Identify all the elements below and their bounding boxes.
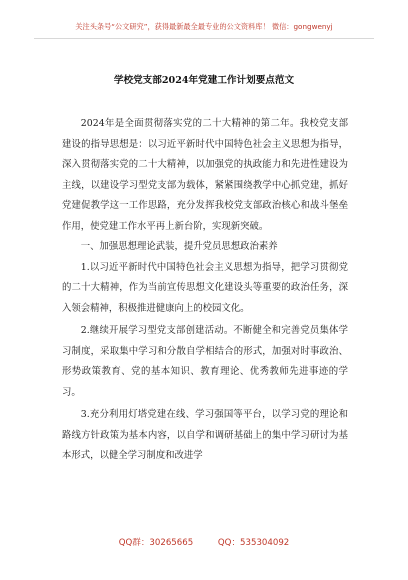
document-title: 学校党支部2024年党建工作计划要点范文 <box>113 75 295 86</box>
body-paragraph: 2.继续开展学习型党支部创建活动。不断健全和完善党员集体学习制度，采取集中学习和分散自学相结合的形式，加强对时事政治、形势政策教育、党的基本知识、教育理论、优秀教师先进事迹的学习。 <box>62 325 348 398</box>
footer-qq: QQ：535304092 <box>217 538 290 548</box>
header-notice: 关注头条号“公文研究”，获得最新最全最专业的公文资料库！ 微信：gongwenyj <box>75 22 333 31</box>
document-body <box>62 114 348 467</box>
body-paragraph: 3.充分利用灯塔党建在线、学习强国等平台，以学习党的理论和路线方针政策为基本内容，以自学和调研基础上的集中学习研讨为基本形式，以健全学习制度和改进学 <box>62 409 348 461</box>
header-divider <box>34 38 374 39</box>
section-heading: 一、加强思想理论武装，提升党员思想政治素养 <box>80 241 278 252</box>
footer-qq-group: QQ群：30265665 <box>118 538 194 548</box>
footer-contact <box>0 536 408 548</box>
intro-paragraph: 2024年是全面贯彻落实党的二十大精神的第二年。我校党支部建设的指导思想是：以习近平新时代中国特色社会主义思想为指导，深入贯彻落实党的二十大精神，以加强党的执政能力和先进性建设为主线，以建设学习型党支部为载体，紧紧围绕教学中心抓党建，抓好党建促教学这一工作思路，充分发挥我校党支部政治核心和战斗堡垒作用，使党建工作水平再上新台阶，实现新突破。 <box>62 118 348 232</box>
body-paragraph: 1.以习近平新时代中国特色社会主义思想为指导，把学习贯彻党的二十大精神，作为当前宣传思想文化建设头等重要的政治任务，深入领会精神，积极推进健康向上的校园文化。 <box>62 261 348 314</box>
